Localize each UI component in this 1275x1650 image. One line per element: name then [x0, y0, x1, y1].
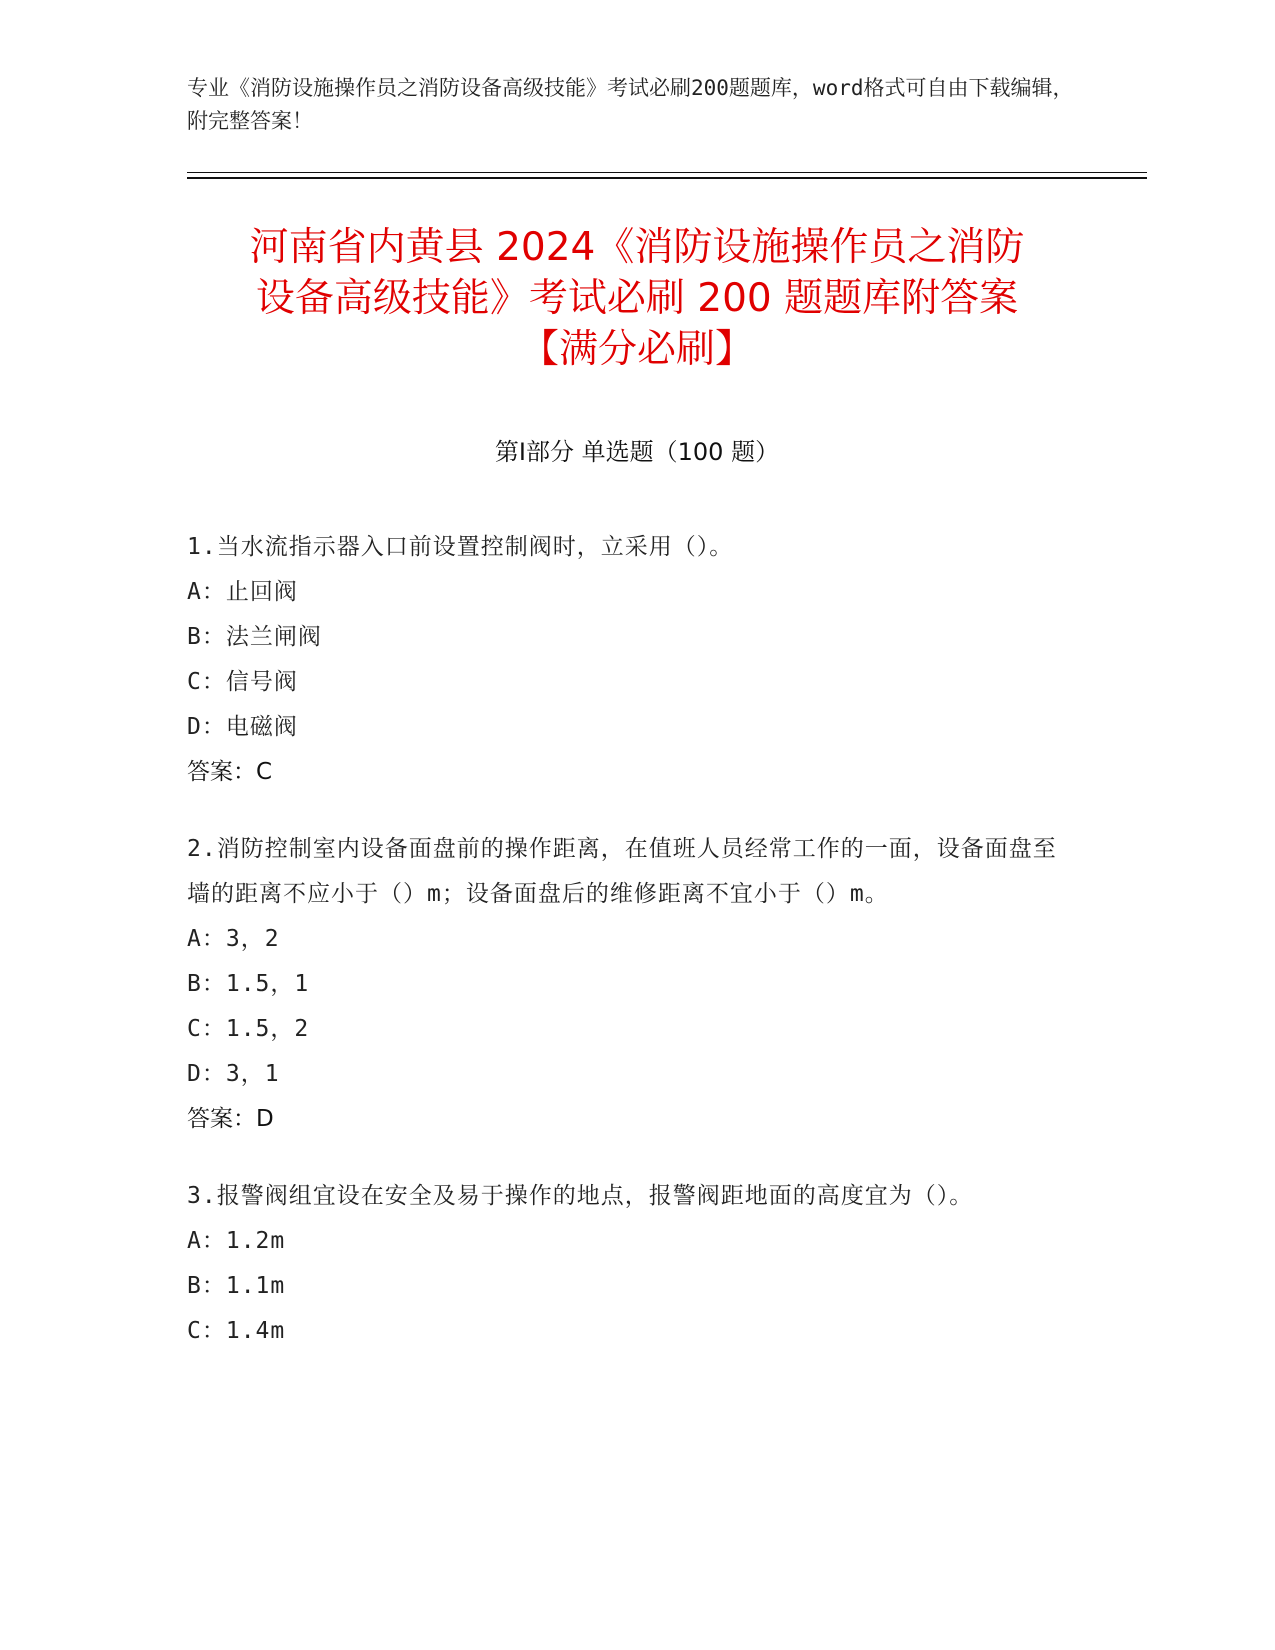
header-divider-thick: [187, 177, 1147, 179]
option-a: A：3，2: [187, 926, 280, 952]
option-c: C：信号阀: [187, 669, 298, 695]
question-3: [187, 1174, 1067, 1354]
answer: 答案：D: [187, 1106, 274, 1132]
question-stem: 2.消防控制室内设备面盘前的操作距离，在值班人员经常工作的一面，设备面盘至墙的距离不应小于（）m；设备面盘后的维修距离不宜小于（）m。: [187, 836, 1057, 907]
document-title-line-2: 设备高级技能》考试必刷 200 题题库附答案: [255, 276, 1019, 321]
question-stem: 1.当水流指示器入口前设置控制阀时，立采用（）。: [187, 534, 734, 560]
section-title: 第Ⅰ部分 单选题（100 题）: [494, 438, 780, 466]
question-list: [187, 525, 1067, 1386]
question-2: [187, 827, 1067, 1142]
option-a: A：1.2m: [187, 1228, 286, 1254]
document-title-line-3: 【满分必刷】: [519, 327, 754, 372]
option-c: C：1.5，2: [187, 1016, 310, 1042]
option-c: C：1.4m: [187, 1318, 286, 1344]
document-title-line-1: 河南省内黄县 2024《消防设施操作员之消防: [249, 225, 1025, 270]
header-divider-thin: [187, 172, 1147, 173]
option-b: B：1.5，1: [187, 971, 310, 997]
option-d: D：3，1: [187, 1061, 280, 1087]
answer: 答案：C: [187, 759, 273, 785]
option-b: B：法兰闸阀: [187, 624, 322, 650]
document-title: [187, 222, 1087, 375]
question-1: [187, 525, 1067, 795]
option-b: B：1.1m: [187, 1273, 286, 1299]
option-d: D：电磁阀: [187, 714, 298, 740]
option-a: A：止回阀: [187, 579, 298, 605]
header-note: 专业《消防设施操作员之消防设备高级技能》考试必刷200题题库，word格式可自由下载编辑，附完整答案！: [187, 76, 1074, 133]
question-stem: 3.报警阀组宜设在安全及易于操作的地点，报警阀距地面的高度宜为（）。: [187, 1183, 974, 1209]
